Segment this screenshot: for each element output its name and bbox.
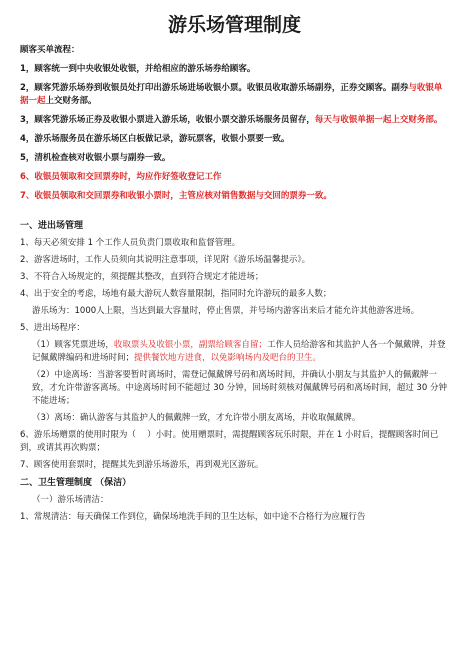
procedure-entry (20, 339, 449, 365)
entry-rule-3: 3、不符合入场规定的，须提醒其整改，直到符合规定才能进场； (20, 272, 264, 282)
buy-step-3 (20, 114, 449, 127)
buy-step-4: 4，游乐场服务员在游乐场区白板做记录，游玩票客，收银小票要一致。 (20, 134, 290, 144)
procedure-entry-ticket: 收取票头及收银小票，副票给顾客自留； (113, 340, 267, 350)
buy-step-2-highlight: 与收银单据一起 (20, 83, 443, 106)
buy-step-7-highlight: 主管应核对销售数据与交回的票券一致。 (178, 191, 332, 201)
procedure-entry-food: 提供餐饮地方进食，以免影响场内及吧台的卫生。 (134, 353, 322, 363)
buy-step-5: 5，清机检查核对收银小票与副券一致。 (20, 153, 171, 163)
entry-rule-4-capacity: 游乐场为：1000人上限，当达到最大容量时，停止售票，并号场内游客出来后才能允许其他游客进场。 (32, 306, 420, 316)
procedure-entry-badge: 工作人员给游客和其监护人各一个佩戴牌，并登记佩戴牌编码和进场时间； (32, 340, 446, 363)
entry-rule-1: 1、每天必须安排 1 个工作人员负责门票收取和监督管理。 (20, 238, 241, 248)
buy-step-1: 1，顾客统一到中央收银处收银，并给相应的游乐场券给顾客。 (20, 64, 256, 74)
buy-flow-heading: 顾客买单流程： (20, 45, 80, 55)
buy-step-2-end: 上交财务部。 (45, 96, 97, 106)
entry-rule-2: 2、游客进场时，工作人员须向其说明注意事项，详见附《游乐场温馨提示》。 (20, 255, 311, 265)
procedure-temporary-leave: （2）中途离场：当游客要暂时离场时，需登记佩戴牌号码和离场时间，并确认小朋友与其监护人的佩戴牌一致，才允许带游客离场。中途离场时间不能超过 30 分钟，回场时须核对佩戴牌号码和离场时间，超过 30 分钟不能进场； (32, 370, 447, 406)
entry-rule-5: 5、进出场程序： (20, 323, 85, 333)
procedure-entry-start: （1）顾客凭票进场， (32, 340, 114, 350)
entry-rule-7: 7、顾客使用套票时，提醒其先到游乐场游乐，再到观光区游玩。 (20, 460, 264, 470)
document-title: 游乐场管理制度 (167, 14, 301, 36)
section-entry-exit-heading: 一、进出场管理 (20, 221, 84, 231)
buy-step-3-text: 3，顾客凭游乐场正券及收银小票进入游乐场，收银小票交游乐场服务员留存， (20, 115, 315, 125)
buy-step-7-text: 7、收银员领取和交回票券和收银小票时， (20, 191, 179, 201)
entry-rule-6: 6、游乐场赠票的使用时限为（ ）小时。使用赠票时，需提醒顾客玩乐时限，并在 1 小时后，提醒顾客时间已到，或请其再次购票； (20, 430, 439, 453)
buy-step-6: 6、收银员领取和交回票券时，均应作好签收登记工作 (20, 172, 222, 182)
hygiene-subheading: （一）游乐场清洁： (32, 495, 109, 505)
buy-step-3-highlight: 每天与收银单据一起上交财务部。 (314, 115, 443, 125)
buy-step-2-text: 2，顾客凭游乐场券到收银员处打印出游乐场进场收银小票。收银员收取游乐场副券，正券交顾客。副券 (20, 83, 409, 93)
hygiene-rule-1: 1、常规清洁：每天确保工作到位，确保场地洗手间的卫生达标，如中途不合格行为应履行告 (20, 512, 366, 522)
buy-step-2 (20, 82, 449, 108)
section-hygiene-heading: 二、卫生管理制度 （保洁） (20, 478, 132, 488)
buy-step-7 (20, 190, 449, 203)
procedure-exit: （3）离场：确认游客与其监护人的佩戴牌一致，才允许带小朋友离场，并收取佩戴牌。 (32, 413, 361, 423)
entry-rule-4: 4、出于安全的考虑，场地有最大游玩人数容量限制，指同时允许游玩的最多人数； (20, 289, 332, 299)
